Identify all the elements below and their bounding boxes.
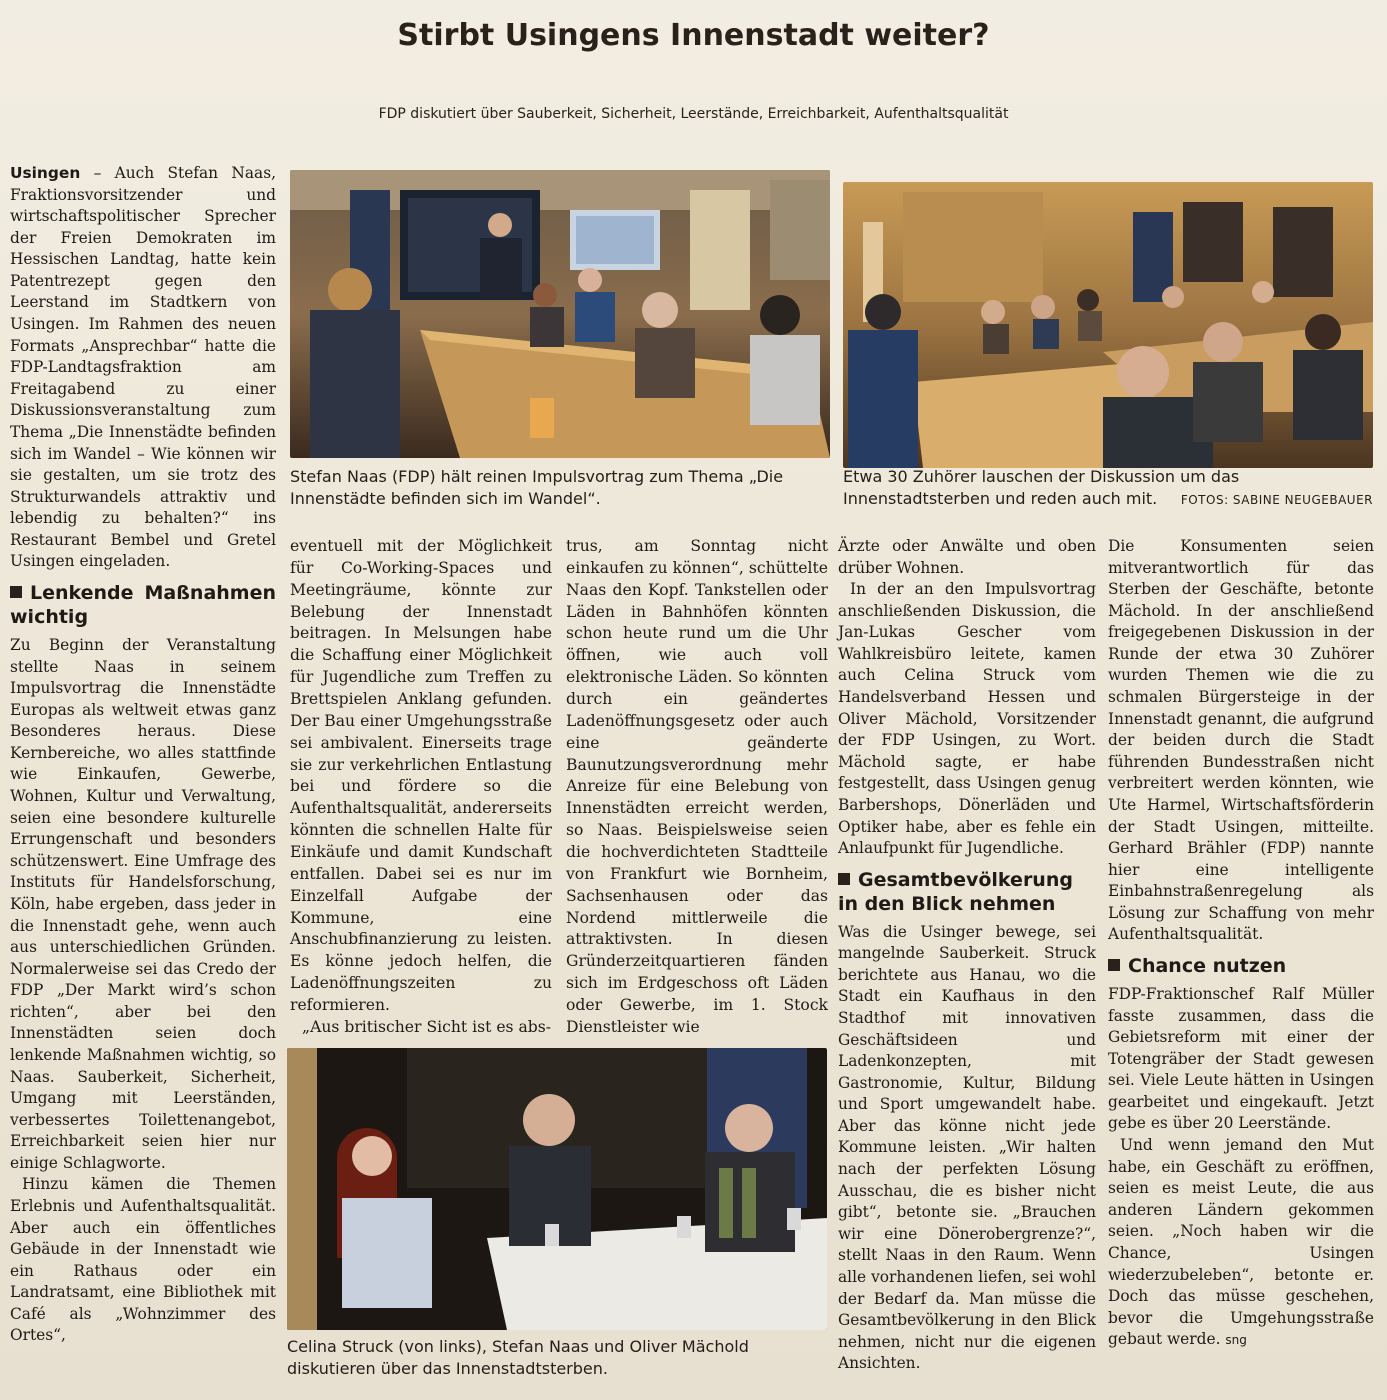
photo-lecture-image — [290, 170, 830, 458]
col5-paragraph-1: Die Konsumenten seien mitverantwortlich für das Sterben der Geschäfte, betonte Mächold. In der anschließend freigegebenen Diskussion in der Runde der etwa 30 Zuhörer wurden Themen wie die zu schmalen Bürgersteige in der Innenstadt genannt, die aufgrund der beiden durch die Stadt führenden Bundesstraßen nicht verbreitert werden könnten, wie Ute Harmel, Wirtschaftsförderin der Stadt Usingen, mitteilte. Gerhard Brähler (FDP) nannte hier eine intelligente Einbahnstraßenregelung als Lösung zur Schaffung von mehr Aufenthaltsqualität. — [1108, 537, 1374, 944]
photo-audience-caption — [843, 466, 1373, 510]
author-signature: sng — [1225, 1333, 1247, 1348]
col4-paragraph-2: In der an den Impulsvortrag anschließenden Diskussion, die Jan-Lukas Gescher vom Wahlkreisbüro leitete, kamen auch Celina Struck vom Handelsverband Hessen und Oliver Mächold, Vorsitzender der FDP Usingen, zu Wort. Mächold sagte, er habe festgestellt, dass Usingen genug Barbershops, Dönerläden und Optiker habe, aber es fehle ein Anlaufpunkt für Jugendliche. — [838, 580, 1096, 858]
photo-lecture — [290, 170, 830, 458]
square-bullet-icon — [1108, 959, 1120, 971]
photo-panel-caption: Celina Struck (von links), Stefan Naas und Oliver Mächold diskutieren über das Innenstadtsterben. — [287, 1337, 749, 1378]
photo-audience-image — [843, 182, 1373, 468]
photo-panel — [287, 1048, 827, 1330]
dateline: Usingen — [10, 164, 81, 182]
headline: Stirbt Usingens Innenstadt weiter? — [397, 18, 990, 53]
square-bullet-icon — [838, 873, 850, 885]
column-1 — [10, 163, 276, 1347]
col3-paragraph-1: trus, am Sonntag nicht einkaufen zu können“, schüttelte Naas den Kopf. Tankstellen oder Läden in Bahnhöfen könnten schon heute rund um die Uhr öffnen, wie auch voll elektronische Läden. So könnten durch ein geändertes Ladenöffnungsgesetz oder auch eine geänderte Baunutzungsverordnung mehr Anreize für eine Belebung von Innenstädten erreicht werden, so Naas. Beispielsweise seien die hochverdichteten Stadtteile von Frankfurt wie Bornheim, Sachsenhausen oder das Nordend mittlerweile die attraktivsten. In diesen Gründerzeitquartieren fänden sich im Erdgeschoss oft Läden oder Gewerbe, im 1. Stock Dienstleister wie — [566, 537, 828, 1036]
photo-audience-caption-text: Etwa 30 Zuhörer lauschen der Diskussion um das Innenstadtsterben und reden auch mit. — [843, 467, 1240, 508]
subheadline: FDP diskutiert über Sauberkeit, Sicherheit, Leerstände, Erreichbarkeit, Aufenthaltsqualität — [378, 106, 1009, 122]
subhead-lenkende-massnahmen: Lenkende Maßnahmen wichtig — [10, 581, 276, 628]
col5-paragraph-2: FDP-Fraktionschef Ralf Müller fasste zusammen, dass die Gebietsreform mit einer der Totengräber der Stadt gewesen sei. Viele Leute hätten in Usingen gearbeitet und eingekauft. Jetzt gebe es über 20 Leerstände. — [1108, 984, 1374, 1133]
subhead-gesamtbevoelkerung: Gesamtbevölkerung in den Blick nehmen — [838, 868, 1073, 915]
col4-paragraph-3: Was die Usinger bewege, sei mangelnde Sauberkeit. Struck berichtete aus Hanau, wo die Stadt ein Kaufhaus in den Stadthof mit innovativen Geschäftsideen und Ladenkonzepten, mit Gastronomie, Kultur, Bildung und Sport umgewandelt habe. Aber das könne nicht jede Kommune leisten. „Wir halten nach der perfekten Lösung Ausschau, die es bisher nicht gibt“, betonte sie. „Brauchen wir eine Dönerobergrenze?“, stellt Naas in den Raum. Wenn alle vorhandenen liefen, sei wohl der Bedarf da. Man müsse die Gesamtbevölkerung in den Blick nehmen, nicht nur die eigenen Ansichten. — [838, 922, 1096, 1373]
lead-paragraph — [10, 163, 276, 573]
col4-paragraph-1: Ärzte oder Anwälte und oben drüber Wohnen. — [838, 537, 1096, 577]
col1-paragraph-3: Hinzu kämen die Themen Erlebnis und Aufenthaltsqualität. Aber auch ein öffentliches Gebäude in der Innenstadt wie ein Rathaus oder ein Landratsamt, eine Bibliothek mit Café als „Wohnzimmer des Ortes“, — [10, 1175, 276, 1345]
column-3 — [566, 536, 828, 1039]
column-5 — [1108, 536, 1374, 1352]
subhead-chance-nutzen: Chance nutzen — [1108, 954, 1374, 978]
col1-paragraph-2: Zu Beginn der Veranstaltung stellte Naas in seinem Impulsvortrag die Innenstädte Europas als weltweit etwas ganz Besonderes heraus. Diese Kernbereiche, wo alles stattfinde wie Einkaufen, Gewerbe, Wohnen, Kultur und Verwaltung, seien eine besondere kulturelle Errungenschaft und besonders schützenswert. Eine Umfrage des Instituts für Handelsforschung, Köln, habe ergeben, dass jeder in die Innenstadt gehe, wenn auch aus unterschiedlichen Gründen. Normalerweise sei das Credo der FDP „Der Markt wird’s schon richten“, aber bei den Innenstädten seien doch lenkende Maßnahmen wichtig, so Naas. Sauberkeit, Sicherheit, Umgang mit Leerständen, verbessertes Toilettenangebot, Erreichbarkeit seien hier nur einige Schlagworte. — [10, 635, 276, 1172]
column-2 — [290, 536, 552, 1039]
photo-lecture-caption: Stefan Naas (FDP) hält reinen Impulsvortrag zum Thema „Die Innenstädte befinden sich im Wandel“. — [290, 467, 784, 508]
lead-text: – Auch Stefan Naas, Fraktionsvorsitzender und wirtschaftspolitischer Sprecher der Freien Demokraten im Hessischen Landtag, hatte kein Patentrezept gegen den Leerstand im Stadtkern von Usingen. Im Rahmen des neuen Formats „Ansprechbar“ hatte die FDP-Landtagsfraktion am Freitagabend zu einer Diskussionsveranstaltung zum Thema „Die Innenstädte befinden sich im Wandel – Wie können wir sie gestalten, um sie trotz des Strukturwandels attraktiv und lebendig zu behalten?“ ins Restaurant Bembel und Gretel Usingen eingeladen. — [10, 164, 276, 571]
column-4 — [838, 536, 1096, 1375]
col2-paragraph-1: eventuell mit der Möglichkeit für Co-Working-Spaces und Meetingräume, könnte zur Belebung der Innenstadt beitragen. In Melsungen habe die Schaffung einer Möglichkeit für Jugendliche zum Treffen zu Brettspielen Anklang gefunden. Der Bau einer Umgehungsstraße sei ambivalent. Einerseits trage sie zur verkehrlichen Entlastung bei und fördere so die Aufenthaltsqualität, andererseits könnten die schnellen Halte für Einkäufe und damit Kundschaft entfallen. Dabei sei es nur im Einzelfall Aufgabe der Kommune, eine Anschubfinanzierung zu leisten. Es könne jedoch helfen, die Ladenöffnungszeiten zu reformieren. — [290, 537, 552, 1015]
square-bullet-icon — [10, 586, 22, 598]
col2-paragraph-2: „Aus britischer Sicht ist es abs- — [302, 1017, 552, 1036]
photo-credit: FOTOS: SABINE NEUGEBAUER — [1180, 493, 1373, 507]
col5-paragraph-3: Und wenn jemand den Mut habe, ein Geschäft zu eröffnen, seien es meist Leute, die aus anderen Ländern gekommen seien. „Noch haben wir die Chance, Usingen wiederzubeleben“, betonte er. Doch das müsse geschehen, bevor die Umgehungsstraße gebaut werde. sng — [1108, 1136, 1374, 1349]
photo-audience — [843, 182, 1373, 468]
photo-panel-image — [287, 1048, 827, 1330]
